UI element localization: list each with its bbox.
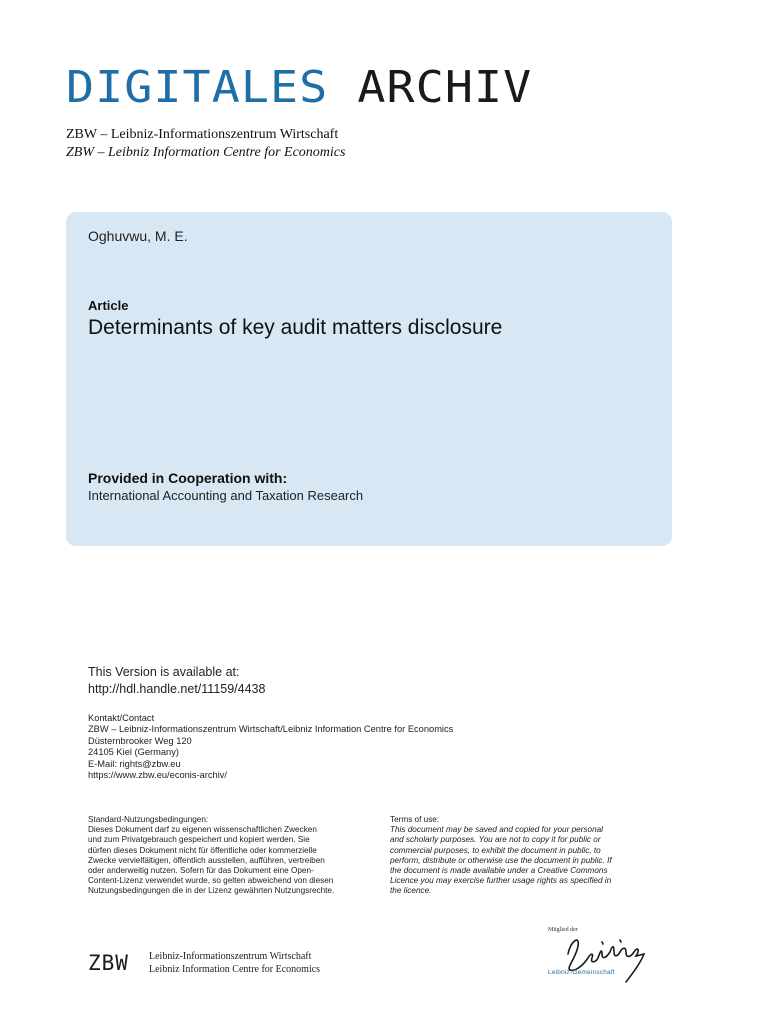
org-name-de: ZBW – Leibniz-Informationszentrum Wirtschaft bbox=[66, 127, 339, 142]
availability-label: This Version is available at: bbox=[88, 665, 240, 679]
document-title: Determinants of key audit matters disclosure bbox=[88, 316, 503, 339]
org-name-en: ZBW – Leibniz Information Centre for Economics bbox=[66, 145, 346, 160]
logo-word-digitales: DIGITALES bbox=[66, 62, 329, 113]
terms-en-line: the document is made available under a Creative Commons bbox=[390, 866, 608, 876]
terms-de-line: oder anderweitig nutzen. Sofern für das Dokument eine Open- bbox=[88, 866, 314, 876]
footer-org-en: Leibniz Information Centre for Economics bbox=[149, 964, 321, 975]
logo-word-archiv: ARCHIV bbox=[357, 62, 533, 113]
contact-block bbox=[88, 713, 453, 781]
terms-en-heading: Terms of use: bbox=[390, 815, 440, 824]
terms-de-line: Dieses Dokument darf zu eigenen wissenschaftlichen Zwecken bbox=[88, 825, 317, 835]
leibniz-gemeinschaft-label: Leibniz-Gemeinschaft bbox=[548, 969, 615, 976]
cooperation-label: Provided in Cooperation with: bbox=[88, 470, 288, 486]
terms-de-line: dürfen dieses Dokument nicht für öffentliche oder kommerzielle bbox=[88, 845, 317, 855]
terms-de-line: Zwecke vervielfältigen, öffentlich ausstellen, aufführen, vertreiben bbox=[88, 855, 325, 865]
contact-url[interactable]: https://www.zbw.eu/econis-archiv/ bbox=[88, 770, 227, 781]
terms-de-line: Nutzungsbedingungen die in der Lizenz gewährten Nutzungsrechte. bbox=[88, 886, 335, 896]
footer-org bbox=[149, 950, 320, 976]
contact-street: Düsternbrooker Weg 120 bbox=[88, 735, 192, 746]
zbw-logo: ZBW bbox=[88, 951, 129, 975]
contact-org: ZBW – Leibniz-Informationszentrum Wirtschaft/Leibniz Information Centre for Economics bbox=[88, 724, 454, 735]
document-type: Article bbox=[88, 298, 129, 313]
terms-en-line: This document may be saved and copied for your personal bbox=[390, 825, 603, 835]
terms-de bbox=[88, 815, 358, 897]
contact-city: 24105 Kiel (Germany) bbox=[88, 747, 179, 758]
terms-de-line: und zum Privatgebrauch gespeichert und kopiert werden. Sie bbox=[88, 835, 310, 845]
leibniz-signature-icon bbox=[540, 924, 660, 994]
terms-de-body bbox=[88, 825, 358, 896]
terms-de-line: Content-Lizenz verwendet wurde, so gelten abweichend von diesen bbox=[88, 876, 334, 886]
terms-de-heading: Standard-Nutzungsbedingungen: bbox=[88, 815, 209, 824]
digitales-archiv-logo bbox=[66, 64, 532, 112]
record-panel bbox=[66, 212, 672, 546]
cooperation-name: International Accounting and Taxation Research bbox=[88, 488, 364, 503]
terms-en-line: the licence. bbox=[390, 886, 432, 896]
contact-heading: Kontakt/Contact bbox=[88, 713, 155, 723]
footer-org-de: Leibniz-Informationszentrum Wirtschaft bbox=[149, 951, 312, 962]
terms-en-line: and scholarly purposes. You are not to copy it for public or bbox=[390, 835, 601, 845]
terms-en-line: perform, distribute or otherwise use the document in public. If bbox=[390, 855, 612, 865]
leibniz-member-label: Mitglied der bbox=[548, 927, 578, 933]
contact-email[interactable]: E-Mail: rights@zbw.eu bbox=[88, 758, 181, 769]
terms-en-line: Licence you may exercise further usage rights as specified in bbox=[390, 876, 612, 886]
terms-en-body bbox=[390, 825, 660, 896]
terms-en-line: commercial purposes, to exhibit the document in public, to bbox=[390, 845, 601, 855]
terms-en bbox=[390, 815, 660, 897]
availability bbox=[88, 664, 265, 698]
handle-link[interactable]: http://hdl.handle.net/11159/4438 bbox=[88, 682, 266, 696]
author: Oghuvwu, M. E. bbox=[88, 228, 188, 244]
leibniz-member-logo bbox=[540, 924, 660, 994]
